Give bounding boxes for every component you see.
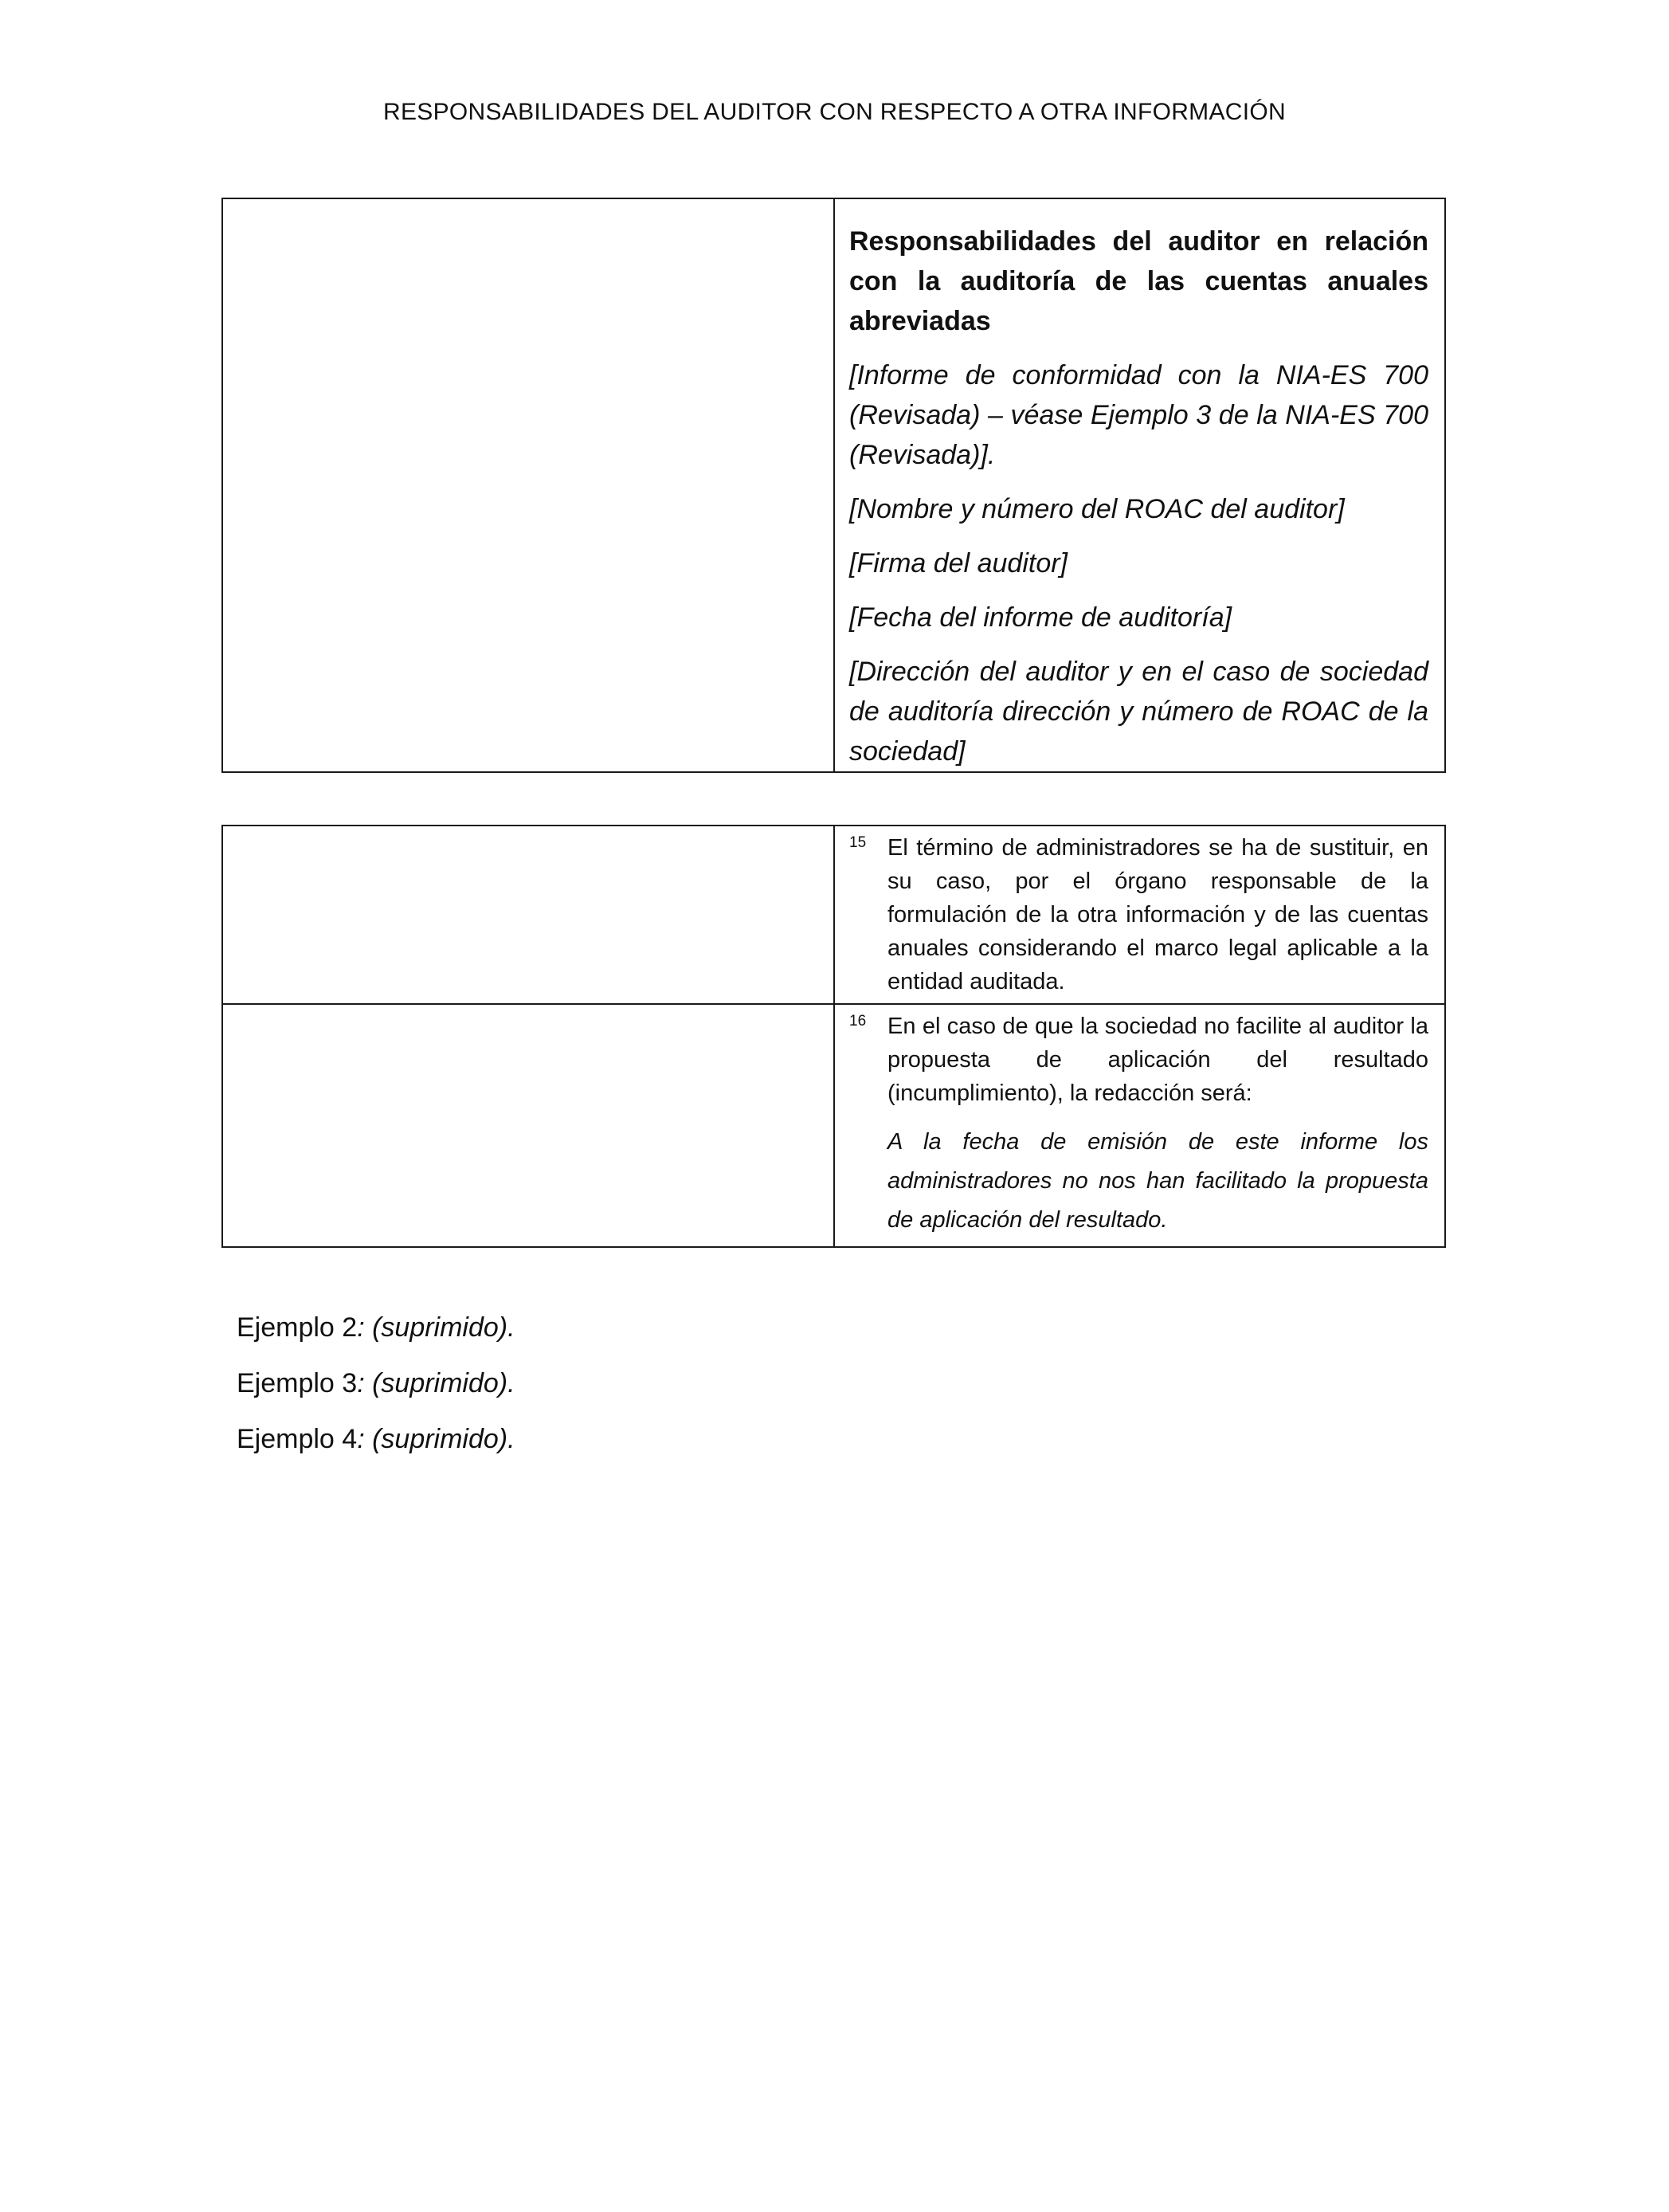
signature-cell [834,198,1445,772]
footnotes-table [221,825,1446,1248]
example-item [237,1307,515,1348]
report-date-line: [Fecha del informe de auditoría] [849,602,1232,633]
footnote-number: 15 [849,834,867,851]
footnote-15 [849,831,1428,998]
section-heading: Responsabilidades del auditor en relación con la auditoría de las cuentas anuales abreviadas [849,226,1428,336]
footnote-cell [834,826,1445,1004]
footnote-text: En el caso de que la sociedad no facilite al auditor la propuesta de aplicación del resultado (incumplimiento), la redacción será: [887,1014,1428,1106]
page-header: RESPONSABILIDADES DEL AUDITOR CON RESPECTO A OTRA INFORMACIÓN [383,99,1286,125]
empty-left-cell [222,1004,834,1247]
footnote-text: El término de administradores se ha de sustituir, en su caso, por el órgano responsable de la formulación de la otra información y de las cuentas anuales considerando el marco legal aplicable a la entidad auditada. [887,835,1428,994]
auditor-name-line: [Nombre y número del ROAC del auditor] [849,494,1345,524]
footnote-cell [834,1004,1445,1247]
footnote-number: 16 [849,1013,867,1030]
example-note: : (suprimido). [357,1312,515,1343]
examples-list [237,1307,515,1474]
footnote-quote: A la fecha de emisión de este informe los administradores no nos han facilitado la propuesta de aplicación del resultado. [887,1129,1428,1233]
footnote-row [222,826,1445,1004]
footnote-row [222,1004,1445,1247]
signature-row [222,198,1445,772]
empty-left-cell [222,198,834,772]
example-note: : (suprimido). [357,1368,515,1398]
footnote-16 [849,1010,1428,1110]
example-label: Ejemplo 2 [237,1312,358,1343]
auditor-signature-line: [Firma del auditor] [849,548,1068,578]
auditor-address-line: [Dirección del auditor y en el caso de sociedad de auditoría dirección y número de ROAC de la sociedad] [849,657,1428,767]
example-note: : (suprimido). [357,1424,515,1454]
empty-left-cell [222,826,834,1004]
report-conformity-line: [Informe de conformidad con la NIA-ES 700 (Revisada) – véase Ejemplo 3 de la NIA-ES 700 (Revisada)]. [849,360,1428,470]
example-label: Ejemplo 3 [237,1368,358,1398]
example-item [237,1363,515,1404]
signature-table [221,198,1446,773]
example-label: Ejemplo 4 [237,1424,358,1454]
example-item [237,1418,515,1460]
